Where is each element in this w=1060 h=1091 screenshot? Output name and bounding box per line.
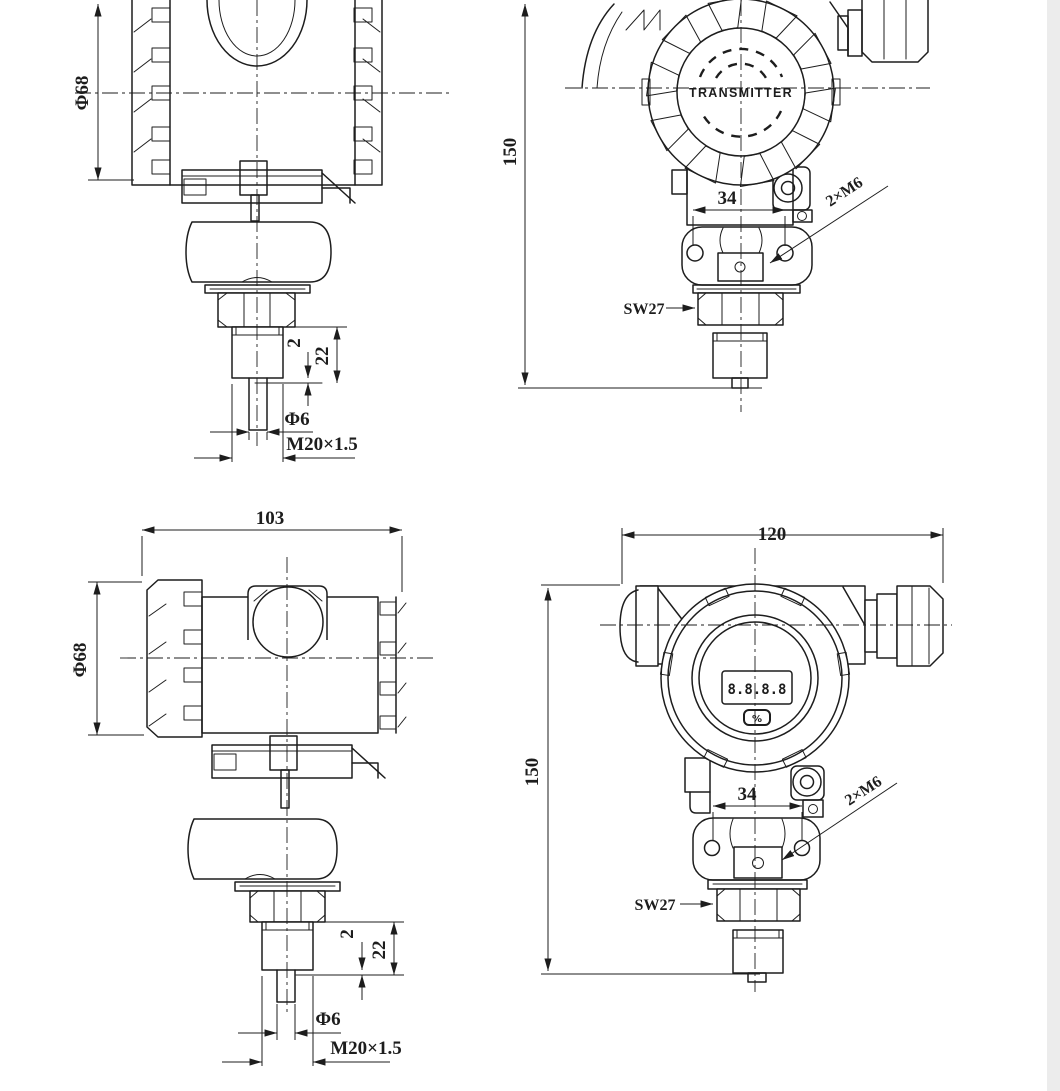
view-top-right-front bbox=[500, 0, 930, 412]
probe-stub bbox=[732, 378, 748, 388]
neck-bracket bbox=[212, 736, 385, 808]
view-bottom-right-front bbox=[522, 524, 952, 992]
right-ribs bbox=[380, 597, 406, 733]
dim-2-label: 2 bbox=[337, 929, 358, 939]
dim-thread-label: M20×1.5 bbox=[286, 434, 358, 455]
dim-bolts-label: 2×M6 bbox=[823, 174, 867, 211]
left-cap-fins bbox=[134, 8, 170, 174]
dimensions bbox=[70, 508, 404, 1062]
lcd-value: 8.8.8.8 bbox=[727, 682, 787, 698]
dim-wrench-label: SW27 bbox=[634, 897, 676, 914]
dim-22-label: 22 bbox=[312, 346, 333, 366]
view-top-left-side bbox=[72, 0, 450, 462]
dim-150-label: 150 bbox=[500, 137, 521, 167]
hex-nut bbox=[698, 293, 783, 325]
dim-34-label: 34 bbox=[717, 188, 737, 209]
probe-tube bbox=[262, 970, 313, 1066]
process-connection bbox=[188, 819, 340, 891]
dim-phi6-label: Φ6 bbox=[284, 409, 310, 430]
dim-phi68-label: Φ68 bbox=[72, 75, 93, 111]
dim-120-label: 120 bbox=[757, 524, 787, 545]
hex-nut bbox=[250, 891, 325, 922]
neck-bracket bbox=[182, 161, 355, 221]
dim-22-label: 22 bbox=[369, 940, 390, 960]
dim-2-label: 2 bbox=[284, 338, 305, 348]
dim-103-label: 103 bbox=[255, 508, 285, 529]
transmitter-face-label: TRANSMITTER bbox=[689, 86, 793, 100]
housing bbox=[147, 580, 406, 737]
process-connection bbox=[186, 222, 331, 293]
cable-gland bbox=[862, 0, 928, 62]
process-connection bbox=[693, 818, 820, 889]
grounding-screw bbox=[791, 766, 824, 817]
dim-thread-label: M20×1.5 bbox=[330, 1038, 402, 1059]
right-cap-fins bbox=[354, 8, 380, 174]
process-connection bbox=[682, 227, 812, 293]
dim-bolts-label: 2×M6 bbox=[842, 773, 886, 810]
thread-cylinder bbox=[713, 333, 767, 388]
cable-gland-right bbox=[865, 586, 943, 666]
page-edge-strip bbox=[1047, 0, 1060, 1091]
dim-phi6-label: Φ6 bbox=[315, 1009, 341, 1030]
dim-150-label: 150 bbox=[522, 757, 543, 787]
view-bottom-left-side bbox=[70, 508, 436, 1066]
percent-icon: % bbox=[751, 714, 763, 725]
dim-phi68-label: Φ68 bbox=[70, 642, 91, 678]
cable-gland-left bbox=[620, 586, 658, 666]
dim-34-label: 34 bbox=[737, 784, 757, 805]
dim-wrench-label: SW27 bbox=[623, 301, 665, 318]
probe-tube bbox=[232, 378, 283, 462]
left-cover-fins bbox=[149, 592, 202, 726]
hex-nut bbox=[717, 889, 800, 921]
hex-nut bbox=[218, 293, 295, 327]
